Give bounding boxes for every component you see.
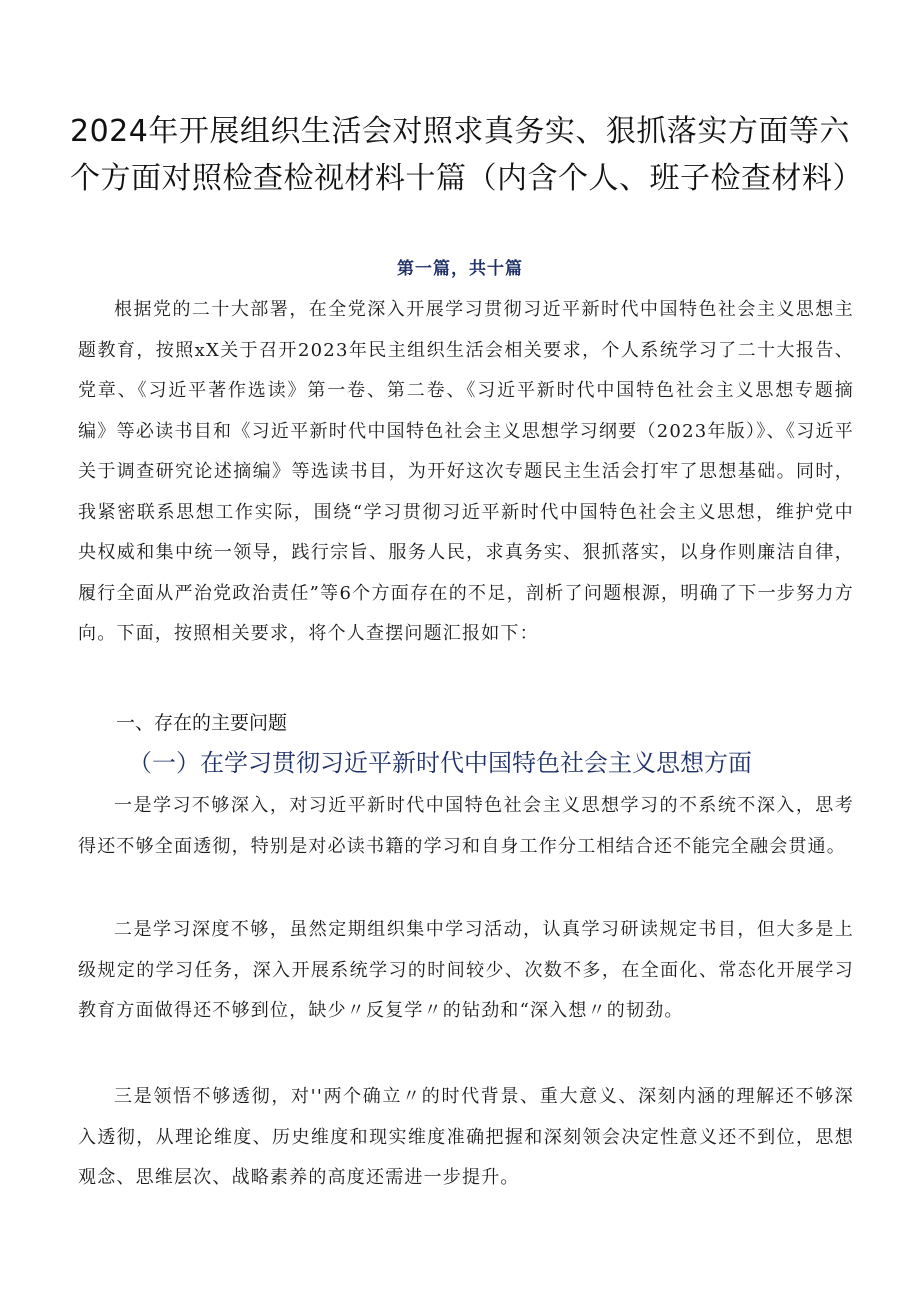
- section-heading: 第一篇，共十篇: [397, 259, 523, 279]
- issue-paragraph-2: 二是学习深度不够，虽然定期组织集中学习活动，认真学习研读规定书目，但大多是上级规定的学习任务，深入开展系统学习的时间较少、次数不多，在全面化、常态化开展学习教育方面做得还不够到位，缺少〃反复学〃的钻劲和“深入想〃的韧劲。: [78, 919, 854, 1021]
- intro-paragraph: 根据党的二十大部署，在全党深入开展学习贯彻习近平新时代中国特色社会主义思想主题教育，按照xX关于召开2023年民主组织生活会相关要求，个人系统学习了二十大报告、党章、《习近平著作选读》第一卷、第二卷、《习近平新时代中国特色社会主义思想专题摘编》等必读书目和《习近平新时代中国特色社会主义思想学习纲要（2023年版）》、《习近平关于调查研究论述摘编》等选读书目，为开好这次专题民主生活会打牢了思想基础。同时，我紧密联系思想工作实际，围绕“学习贯彻习近平新时代中国特色社会主义思想，维护党中央权威和集中统一领导，践行宗旨、服务人民，求真务实、狠抓落实，以身作则廉洁自律，履行全面从严治党政治责任”等6个方面存在的不足，剖析了问题根源，明确了下一步努力方向。下面，按照相关要求，将个人查摆问题汇报如下：: [78, 299, 854, 644]
- heading-level-1: 一、存在的主要问题: [116, 712, 288, 734]
- issue-paragraph-3: 三是领悟不够透彻，对''两个确立〃的时代背景、重大意义、深刻内涵的理解还不够深入透彻，从理论维度、历史维度和现实维度准确把握和深刻领会决定性意义还不到位，思想观念、思维层次、战略素养的高度还需进一步提升。: [78, 1086, 854, 1188]
- heading-level-2: （一）在学习贯彻习近平新时代中国特色社会主义思想方面: [128, 749, 752, 777]
- document-title: 2024年开展组织生活会对照求真务实、狠抓落实方面等六个方面对照检查检视材料十篇（内含个人、班子检查材料）: [70, 114, 863, 196]
- issue-paragraph-1: 一是学习不够深入，对习近平新时代中国特色社会主义思想学习的不系统不深入，思考得还不够全面透彻，特别是对必读书籍的学习和自身工作分工相结合还不能完全融会贯通。: [78, 795, 854, 857]
